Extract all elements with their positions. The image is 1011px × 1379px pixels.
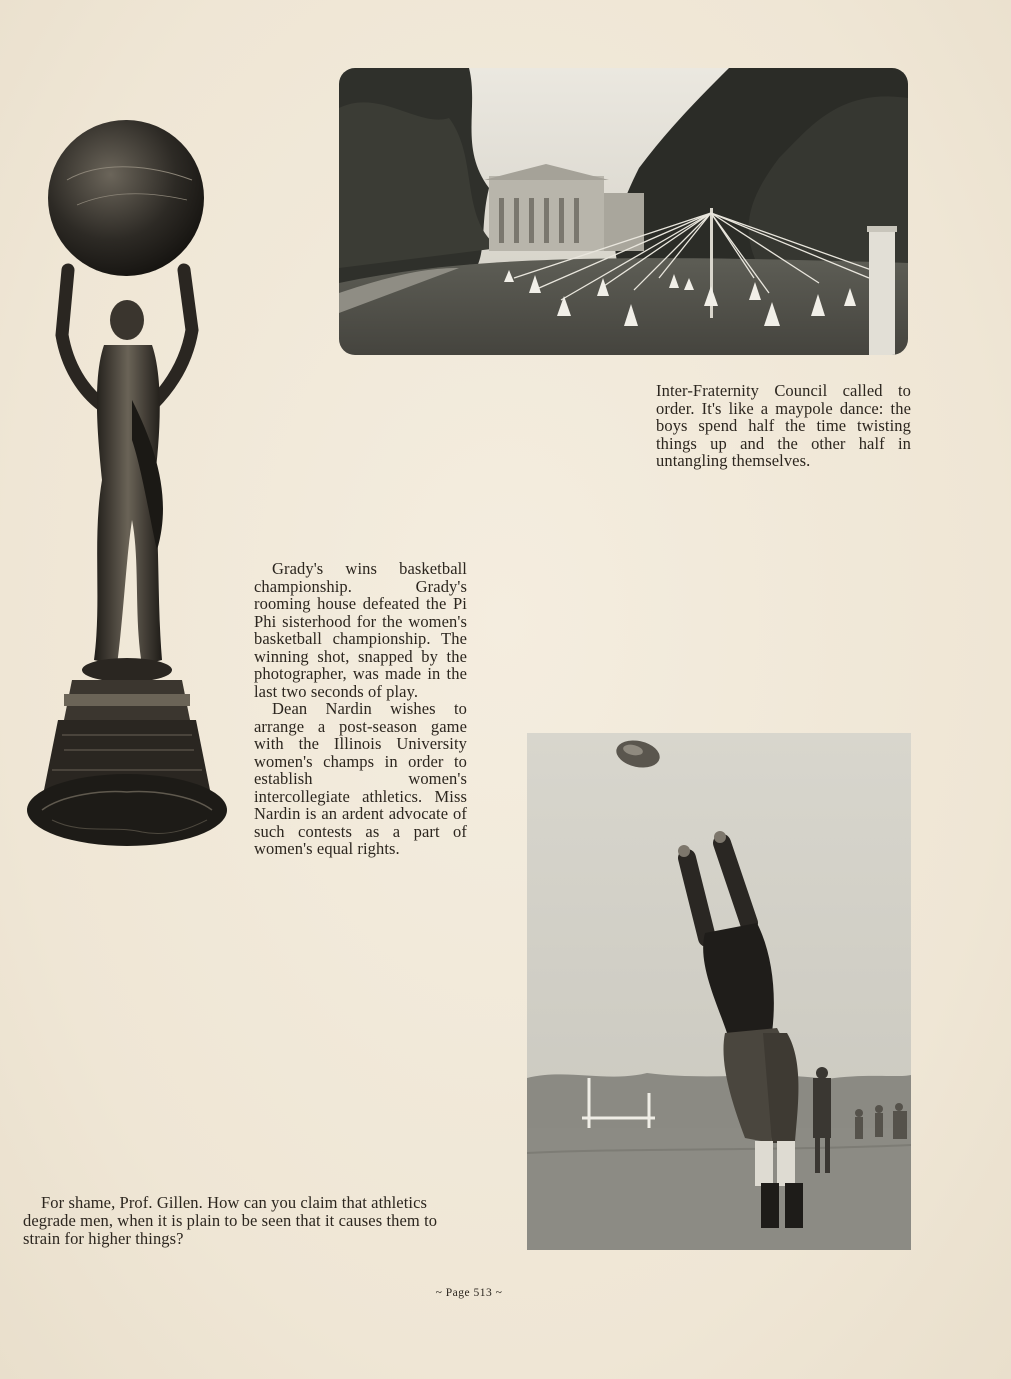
- grady-caption-paragraph-2: Dean Nardin wishes to arrange a post-season game with the Illinois University women's champs in order to establish women's intercollegiate athletics. Miss Nardin is an ardent advocate of such contests as a part of women's equal rights.: [254, 699, 467, 858]
- grady-caption-paragraph-1: Grady's wins basketball championship. Grady's rooming house defeated the Pi Phi sisterhood for the women's basketball championship. The winning shot, snapped by the photographer, was made in the last two seconds of play.: [254, 559, 467, 701]
- gillen-caption: For shame, Prof. Gillen. How can you claim that athletics degrade men, when it is plain to be seen that it causes them to strain for higher things?: [23, 1193, 438, 1248]
- grady-caption: [254, 560, 467, 858]
- maypole-caption-text: Inter-Fraternity Council called to order. It's like a maypole dance: the boys spend half the time twisting things up and the other half in untangling themselves.: [656, 381, 911, 470]
- page-number: ~ Page 513 ~: [435, 1287, 503, 1299]
- football-catch-photo: [527, 733, 911, 1250]
- sterling-trophy-photo: [22, 120, 232, 865]
- maypole-caption: [656, 382, 911, 470]
- maypole-dance-photo: [339, 68, 908, 355]
